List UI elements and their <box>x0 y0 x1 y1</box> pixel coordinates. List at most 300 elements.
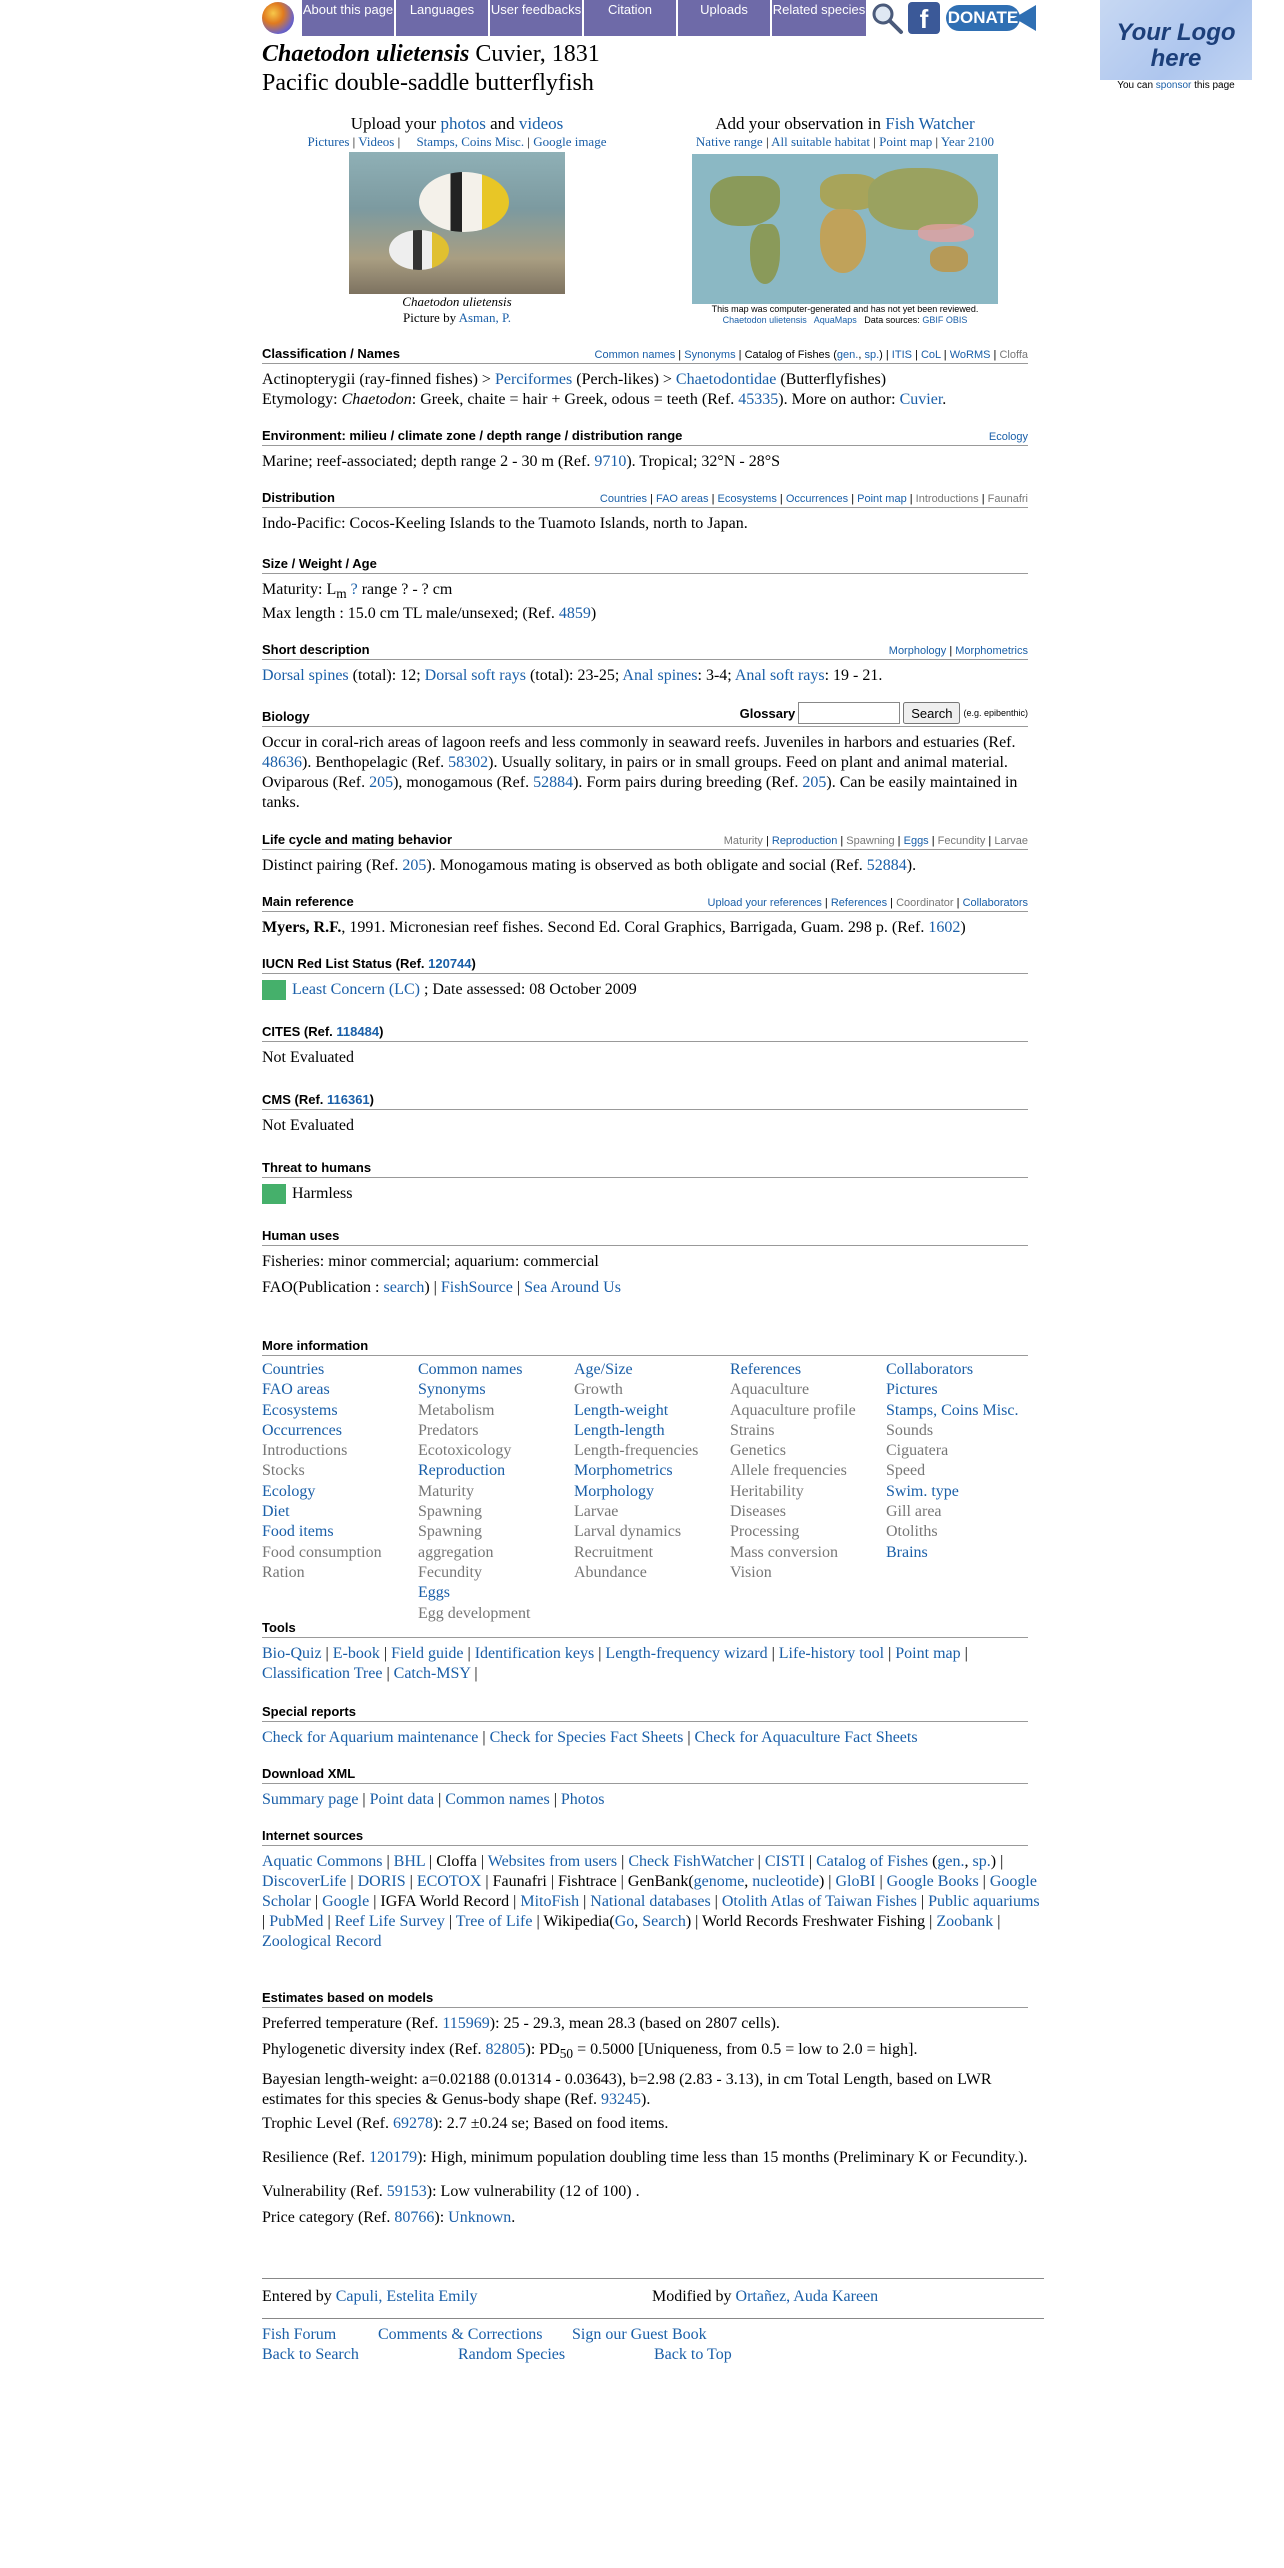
more-info-link[interactable]: Reproduction <box>418 1462 506 1480</box>
text: ): High, minimum population doubling time less than 15 months (Preliminary K or Fecundity.). <box>417 2149 1028 2167</box>
picture-by-label: Picture by <box>403 310 459 325</box>
more-info-link[interactable]: Countries <box>262 1361 325 1378</box>
more-info-link[interactable]: Synonyms <box>418 1381 486 1399</box>
cms-status: Not Evaluated <box>262 1117 354 1134</box>
fao-search-link[interactable]: search <box>383 1279 425 1296</box>
sponsor-pre: You can <box>1117 80 1156 91</box>
author-link[interactable]: Cuvier <box>899 391 943 408</box>
iucn-status-link[interactable]: Least Concern (LC) <box>292 981 420 998</box>
fisheries-line: Fisheries: minor commercial; aquarium: commercial <box>262 1253 599 1270</box>
videos-link[interactable]: Videos <box>358 134 395 149</box>
common-name: Pacific double-saddle butterflyfish <box>262 70 594 96</box>
separator-text: | <box>875 1873 887 1890</box>
internet-source-link[interactable]: DiscoverLife <box>262 1873 347 1890</box>
text: Price category (Ref. <box>262 2209 395 2227</box>
aquarium-maintenance-link[interactable]: Check for Aquarium maintenance <box>262 1729 479 1746</box>
countries-link[interactable]: Countries <box>599 493 647 505</box>
scientific-name: Chaetodon ulietensis <box>262 41 470 67</box>
upload-references-link[interactable]: Upload your references <box>707 897 822 909</box>
internet-source-link[interactable]: GloBI <box>835 1873 876 1890</box>
glossary-input[interactable] <box>798 702 900 724</box>
photographer-link[interactable]: Asman, P. <box>458 310 511 325</box>
more-info-label: Fecundity <box>418 1563 482 1581</box>
section-title: Tools <box>262 1620 296 1635</box>
upload-videos-link[interactable]: videos <box>518 114 564 133</box>
biology-section <box>262 702 1028 813</box>
cms-section <box>262 1092 1028 1136</box>
internet-source-link[interactable]: Zoobank <box>936 1913 994 1930</box>
internet-source-link[interactable]: Aquatic Commons <box>262 1853 383 1870</box>
e-book-link[interactable]: E-book <box>332 1645 380 1662</box>
fish-figure <box>389 230 449 270</box>
footer-credits <box>262 2278 1044 2307</box>
more-info-label: Heritability <box>730 1482 804 1500</box>
price-value-link[interactable]: Unknown <box>448 2209 512 2227</box>
more-info-label: Metabolism <box>418 1401 495 1419</box>
separator-text: | <box>346 1873 358 1890</box>
trophic-level <box>262 2114 1044 2134</box>
more-info-label: Larval dynamics <box>574 1523 682 1541</box>
internet-source-link[interactable]: Go <box>614 1913 635 1930</box>
internet-source-link[interactable]: Public aquariums <box>928 1893 1040 1910</box>
internet-source-link[interactable]: ECOTOX <box>416 1873 482 1890</box>
separator-text: | <box>405 1873 417 1890</box>
morphology-link[interactable]: Morphology <box>888 645 947 657</box>
section-title: CITES (Ref. <box>262 1024 337 1039</box>
stamps-link[interactable]: Stamps, Coins Misc. <box>416 134 525 149</box>
sponsor-post: this page <box>1191 80 1235 91</box>
separator-text: , <box>964 1853 973 1870</box>
text: Occur in coral-rich areas of lagoon reefs and less commonly in seaward reefs. Juveniles in harbors and estuaries (Ref. <box>262 734 1016 751</box>
max-length-text: Max length : 15.0 cm TL male/unsexed; (Ref. <box>262 605 559 623</box>
search-icon[interactable] <box>870 1 904 35</box>
close-paren: ) <box>379 1024 384 1039</box>
max-length-line <box>262 604 1028 624</box>
modified-by-link[interactable]: Ortañez, Auda Kareen <box>735 2288 879 2305</box>
classification-tree-link[interactable]: Classification Tree <box>262 1665 383 1682</box>
sponsor-logo-placeholder[interactable] <box>1100 0 1252 80</box>
internet-source-link[interactable]: genome <box>693 1873 745 1890</box>
dorsal-soft-rays-link[interactable]: Dorsal soft rays <box>424 667 526 684</box>
more-info-label: Recruitment <box>574 1543 654 1561</box>
more-info-link[interactable]: Collaborators <box>886 1361 974 1378</box>
more-info-label: Food consumption <box>262 1543 382 1561</box>
value: : 19 - 21. <box>824 667 883 684</box>
biology-text <box>262 733 1028 813</box>
and-text: and <box>485 114 519 133</box>
section-title: CMS (Ref. <box>262 1092 327 1107</box>
back-to-top-link[interactable]: Back to Top <box>654 2346 732 2363</box>
more-info-link[interactable]: Occurrences <box>262 1421 342 1439</box>
glossary-search-button[interactable]: Search <box>903 702 960 724</box>
point-data-link[interactable]: Point data <box>369 1791 435 1808</box>
gbif-link[interactable]: GBIF <box>922 315 944 325</box>
text: ). <box>641 2091 651 2109</box>
human-uses-section <box>262 1228 1028 1298</box>
internet-source-link[interactable]: Zoological Record <box>262 1933 382 1950</box>
suitable-habitat-link[interactable]: All suitable habitat <box>771 134 871 149</box>
eggs-link[interactable]: Eggs <box>903 835 929 847</box>
tab-languages[interactable]: Languages <box>396 0 490 36</box>
pd-sub: 50 <box>559 2046 574 2062</box>
footer-links <box>262 2318 1044 2365</box>
glossary-example: (e.g. epibenthic) <box>963 708 1028 718</box>
ref-link[interactable]: 52884 <box>866 857 907 874</box>
ref-link[interactable]: 205 <box>369 774 394 791</box>
text: ): 25 - 29.3, mean 28.3 (based on 2807 cells). <box>489 2015 780 2032</box>
ref-link[interactable]: 52884 <box>533 774 574 791</box>
facebook-icon[interactable]: f <box>908 2 940 34</box>
separator-text: | <box>916 1893 929 1910</box>
separator-text: | Cloffa | <box>425 1853 488 1870</box>
more-info-link[interactable]: Brains <box>886 1543 928 1561</box>
section-title: Special reports <box>262 1704 356 1719</box>
label: Entered by <box>262 2288 336 2305</box>
more-info-link[interactable]: Age/Size <box>574 1361 633 1378</box>
catalog-close: ) <box>879 349 883 361</box>
section-title: Classification / Names <box>262 346 400 361</box>
distribution-section: Distribution Countries | FAO areas | Ecosystems | Occurrences | Point map | Introductions | Faunafri Indo-Pacific: Cocos-Keeling Islands to the Tuamoto Islands, north to Japan. <box>262 490 1028 532</box>
native-range-link[interactable]: Native range <box>695 134 763 149</box>
point-map-link[interactable]: Point map <box>895 1645 961 1662</box>
estimates-section <box>262 1990 1044 2228</box>
internet-source-link[interactable]: gen. <box>937 1853 965 1870</box>
etym-genus: Chaetodon <box>341 391 412 408</box>
point-map-link[interactable]: Point map <box>857 493 907 505</box>
ref-link[interactable]: 58302 <box>448 754 489 771</box>
more-info-column <box>262 1360 418 1624</box>
text: ). <box>906 857 917 874</box>
section-title: Estimates based on models <box>262 1990 434 2005</box>
text: ), monogamous (Ref. <box>393 774 534 791</box>
itis-link[interactable]: ITIS <box>891 349 912 361</box>
more-info-link[interactable]: Diet <box>262 1503 290 1521</box>
maturity-line <box>262 580 1028 604</box>
internet-source-link[interactable]: DORIS <box>357 1873 406 1890</box>
ecosystems-link[interactable]: Ecosystems <box>717 493 777 505</box>
section-title: Biology <box>262 709 310 724</box>
dorsal-spines-link[interactable]: Dorsal spines <box>262 667 349 684</box>
separator-text: | Faunafri | Fishtrace | GenBank( <box>481 1873 694 1890</box>
order-common: (Perch-likes) > <box>572 371 676 388</box>
separator-text: | IGFA World Record | <box>369 1893 521 1910</box>
more-info-link[interactable]: Morphology <box>574 1482 654 1500</box>
environment-section <box>262 428 1028 472</box>
fishbase-globe-logo[interactable] <box>262 2 294 34</box>
internet-source-link[interactable]: sp. <box>972 1853 991 1870</box>
vulnerability <box>262 2182 1044 2202</box>
entered-by-link[interactable]: Capuli, Estelita Emily <box>335 2288 478 2305</box>
fish-figure <box>419 172 509 232</box>
text: ). Monogamous mating is observed as both obligate and social (Ref. <box>426 857 867 874</box>
internet-source-link[interactable]: Search <box>642 1913 686 1930</box>
value: : 3-4; <box>697 667 735 684</box>
separator-text: , <box>634 1913 643 1930</box>
distribution-text: Indo-Pacific: Cocos-Keeling Islands to the Tuamoto Islands, north to Japan. <box>262 515 748 532</box>
close-paren: ) <box>960 919 966 936</box>
catalog-gen-link[interactable]: gen. <box>836 349 859 361</box>
obis-link[interactable]: OBIS <box>945 315 968 325</box>
more-info-link[interactable]: Length-weight <box>574 1401 669 1419</box>
donate-label: DONATE <box>946 5 1020 31</box>
tab-citation[interactable]: Citation <box>584 0 678 36</box>
catalog-sp-link[interactable]: sp. <box>864 349 880 361</box>
col-link[interactable]: CoL <box>920 349 941 361</box>
common-names-link[interactable]: Common names <box>594 349 676 361</box>
more-info-label: Ecotoxicology <box>418 1442 512 1460</box>
life-cycle-section: Life cycle and mating behavior Maturity | Reproduction | Spawning | Eggs | Fecundity | Larvae Distinct pairing (Ref. 205). Monogamous mating is observed as both obligate and social (Ref. 52884). <box>262 832 1028 874</box>
internet-source-link[interactable]: Tree of Life <box>455 1913 533 1930</box>
ref-link[interactable]: 48636 <box>262 754 302 771</box>
more-info-link[interactable]: Food items <box>262 1523 334 1541</box>
modified-by <box>652 2287 878 2307</box>
guest-book-link[interactable]: Sign our Guest Book <box>572 2326 707 2343</box>
photos-link[interactable]: Photos <box>560 1791 605 1808</box>
more-info-label: Length-frequencies <box>574 1442 699 1460</box>
more-info-label: Sounds <box>886 1421 934 1439</box>
ref-link[interactable]: 116361 <box>327 1092 370 1107</box>
text: = 0.5000 [Uniqueness, from 0.5 = low to 2.0 = high]. <box>573 2041 918 2058</box>
species-photo[interactable] <box>349 152 565 294</box>
separator-text: | <box>323 1913 335 1930</box>
separator-text: | <box>753 1853 765 1870</box>
ref-link[interactable]: 80766 <box>394 2209 435 2227</box>
text: ). Can be easily maintained in tanks. <box>262 774 1018 811</box>
more-info-label: Abundance <box>574 1563 647 1581</box>
period: . <box>511 2209 516 2227</box>
maturity-label: Maturity <box>723 835 763 847</box>
tab-related-species[interactable]: Related species <box>772 0 866 36</box>
special-reports-section: Special reports Check for Aquarium maintenance | Check for Species Fact Sheets | Check for Aquaculture Fact Sheets <box>262 1704 1044 1748</box>
more-info-label: Stocks <box>262 1462 305 1480</box>
more-info-link[interactable]: FAO areas <box>262 1381 330 1399</box>
etymology-line <box>262 390 1028 410</box>
more-info-label: Mass conversion <box>730 1543 838 1561</box>
fish-forum-link[interactable]: Fish Forum <box>262 2326 337 2343</box>
tab-user-feedbacks[interactable]: User feedbacks <box>490 0 584 36</box>
taxon-class: Actinopterygii (ray-finned fishes) > <box>262 371 495 388</box>
order-link[interactable]: Perciformes <box>494 371 573 388</box>
internet-source-link[interactable]: MitoFish <box>520 1893 580 1910</box>
close-paren: ) <box>369 1092 375 1107</box>
entered-by <box>262 2287 652 2307</box>
reference-text <box>262 918 1028 938</box>
catalog-label: Catalog of Fishes ( <box>744 349 837 361</box>
tab-about[interactable]: About this page <box>302 0 396 36</box>
more-info-link[interactable]: Common names <box>418 1361 523 1378</box>
separator-text: ) | <box>818 1873 836 1890</box>
separator: | <box>512 1279 525 1296</box>
internet-source-link[interactable]: Google Books <box>886 1873 979 1890</box>
more-info-column <box>574 1360 730 1624</box>
section-title: Internet sources <box>262 1828 364 1843</box>
separator-text: | <box>617 1853 629 1870</box>
species-fact-sheets-link[interactable]: Check for Species Fact Sheets <box>489 1729 684 1746</box>
more-info-link[interactable]: Ecosystems <box>262 1401 338 1419</box>
separator-text: ) | World Records Freshwater Fishing | <box>685 1913 937 1930</box>
ref-link[interactable]: 82805 <box>485 2041 526 2058</box>
top-nav <box>262 0 1042 36</box>
worms-link[interactable]: WoRMS <box>949 349 991 361</box>
species-title <box>262 40 600 98</box>
year-2100-link[interactable]: Year 2100 <box>940 134 995 149</box>
iucn-section <box>262 956 1028 1000</box>
common-names-link[interactable]: Common names <box>445 1791 550 1808</box>
summary-page-link[interactable]: Summary page <box>262 1791 359 1808</box>
etym-author-label: ). More on author: <box>778 391 900 408</box>
internet-source-link[interactable]: Reef Life Survey <box>334 1913 445 1930</box>
internet-source-link[interactable]: CISTI <box>764 1853 805 1870</box>
separator-text: | <box>710 1893 722 1910</box>
text: ). Form pairs during breeding (Ref. <box>573 774 803 791</box>
internet-source-link[interactable]: National databases <box>590 1893 711 1910</box>
ref-link[interactable]: 120744 <box>428 956 472 971</box>
more-info-label: Strains <box>730 1421 775 1439</box>
more-info-label: Larvae <box>574 1503 619 1521</box>
aquamaps-link[interactable]: AquaMaps <box>813 315 857 325</box>
section-title: Life cycle and mating behavior <box>262 832 452 847</box>
pictures-link[interactable]: Pictures <box>307 134 350 149</box>
text: Resilience (Ref. <box>262 2149 370 2167</box>
ecology-link[interactable]: Ecology <box>988 431 1028 443</box>
more-info-link[interactable]: References <box>730 1361 802 1378</box>
separator-text: | Wikipedia( <box>532 1913 615 1930</box>
identification-keys-link[interactable]: Identification keys <box>474 1645 595 1662</box>
more-info-link[interactable]: Ecology <box>262 1482 316 1500</box>
ref-link[interactable]: 69278 <box>392 2115 433 2133</box>
ref-link[interactable]: 205 <box>402 857 427 874</box>
internet-source-link[interactable]: PubMed <box>269 1913 324 1930</box>
env-post: ). Tropical; 32°N - 28°S <box>626 453 781 470</box>
more-info-label: Ration <box>262 1563 305 1581</box>
observation-text: Add your observation in <box>715 114 886 133</box>
more-info-column <box>886 1360 1042 1624</box>
internet-source-link[interactable]: Websites from users <box>487 1853 618 1870</box>
occurrences-link[interactable]: Occurrences <box>785 493 849 505</box>
random-species-link[interactable]: Random Species <box>458 2346 566 2363</box>
fao-areas-link[interactable]: FAO areas <box>655 493 709 505</box>
section-title: Environment: milieu / climate zone / depth range / distribution range <box>262 428 683 443</box>
ref-link[interactable]: 9710 <box>594 453 627 470</box>
internet-source-link[interactable]: Otolith Atlas of Taiwan Fishes <box>721 1893 917 1910</box>
maturity-range: range ? - ? cm <box>357 581 453 598</box>
more-information-section <box>262 1338 1028 1624</box>
upload-photos-link[interactable]: photos <box>440 114 486 133</box>
period: . <box>942 391 947 408</box>
environment-text <box>262 452 1028 472</box>
section-title: More information <box>262 1338 369 1353</box>
text: Trophic Level (Ref. <box>262 2115 393 2133</box>
taxonomy-line <box>262 370 1028 390</box>
tab-uploads[interactable]: Uploads <box>678 0 772 36</box>
internet-source-link[interactable]: Google Scholar <box>262 1873 1037 1910</box>
date-assessed: ; Date assessed: 08 October 2009 <box>419 981 637 998</box>
sponsor-link[interactable]: sponsor <box>1155 80 1192 91</box>
aquaculture-fact-sheets-link[interactable]: Check for Aquaculture Fact Sheets <box>694 1729 918 1746</box>
close-paren: ) <box>590 605 597 623</box>
length-frequency-wizard-link[interactable]: Length-frequency wizard <box>605 1645 768 1662</box>
section-title: Size / Weight / Age <box>262 556 377 571</box>
more-info-link[interactable]: Swim. type <box>886 1482 959 1500</box>
fishsource-link[interactable]: FishSource <box>440 1279 513 1296</box>
spawning-label: Spawning <box>846 835 895 847</box>
point-map-link[interactable]: Point map <box>879 134 933 149</box>
ref-link[interactable]: 118484 <box>336 1024 380 1039</box>
text: Bayesian length-weight: a=0.02188 (0.01314 - 0.03643), b=2.98 (2.83 - 3.13), in cm Total Length, based on LWR estimates for this species & Genus-body shape (Ref. <box>262 2071 992 2109</box>
life-history-tool-link[interactable]: Life-history tool <box>778 1645 885 1662</box>
bio-quiz-link[interactable]: Bio-Quiz <box>262 1645 322 1662</box>
ref-link[interactable]: 93245 <box>601 2091 642 2109</box>
ref-link[interactable]: 120179 <box>369 2149 418 2167</box>
family-link[interactable]: Chaetodontidae <box>675 371 777 388</box>
ref-link[interactable]: 205 <box>802 774 827 791</box>
catch-msy-link[interactable]: Catch-MSY <box>393 1665 471 1682</box>
back-to-search-link[interactable]: Back to Search <box>262 2346 359 2363</box>
more-info-link[interactable]: Stamps, Coins Misc. <box>886 1401 1019 1419</box>
fish-watcher-link[interactable]: Fish Watcher <box>885 114 975 133</box>
more-info-label: Otoliths <box>886 1523 938 1541</box>
ref-link[interactable]: 45335 <box>738 391 779 408</box>
sponsor-note <box>1100 80 1252 91</box>
more-info-label: aggregation <box>418 1543 494 1561</box>
sea-around-us-link[interactable]: Sea Around Us <box>524 1279 621 1296</box>
more-info-link[interactable]: Morphometrics <box>574 1462 673 1480</box>
internet-source-link[interactable]: nucleotide <box>752 1873 819 1890</box>
env-pre: Marine; reef-associated; depth range 2 - 30 m (Ref. <box>262 453 595 470</box>
text: ): Low vulnerability (12 of 100) . <box>426 2183 640 2201</box>
ref-link[interactable]: 115969 <box>442 2015 490 2032</box>
internet-sources-list <box>262 1852 1044 1952</box>
references-link[interactable]: References <box>830 897 888 909</box>
size-section <box>262 556 1028 624</box>
internet-source-link[interactable]: Catalog of Fishes <box>816 1853 929 1870</box>
more-info-label: Allele frequencies <box>730 1462 847 1480</box>
anal-spines-link[interactable]: Anal spines <box>622 667 698 684</box>
fao-label: FAO(Publication : <box>262 1279 384 1296</box>
morphometrics-link[interactable]: Morphometrics <box>955 645 1028 657</box>
donate-button[interactable] <box>944 1 1036 35</box>
google-image-link[interactable]: Google image <box>533 134 607 149</box>
more-info-link[interactable]: Eggs <box>418 1584 450 1602</box>
ref-link[interactable]: 4859 <box>558 605 591 623</box>
more-info-label: Genetics <box>730 1442 786 1460</box>
etym-label: Etymology: <box>262 391 342 408</box>
reproduction-link[interactable]: Reproduction <box>771 835 838 847</box>
comments-corrections-link[interactable]: Comments & Corrections <box>378 2326 543 2343</box>
internet-source-link[interactable]: Google <box>322 1893 370 1910</box>
ref-link[interactable]: 1602 <box>928 919 961 936</box>
more-info-link[interactable]: Length-length <box>574 1421 665 1439</box>
short-description-section: Short description Morphology | Morphometrics Dorsal spines (total): 12; Dorsal soft rays (total): 23-25; Anal spines: 3-4; Anal soft rays: 19 - 21. <box>262 642 1028 684</box>
distribution-map[interactable] <box>692 154 998 304</box>
ref-link[interactable]: 59153 <box>386 2183 427 2201</box>
maturity-link[interactable]: ? <box>346 581 358 598</box>
more-information-grid <box>262 1360 1028 1624</box>
map-species-link[interactable]: Chaetodon ulietensis <box>722 315 807 325</box>
synonyms-link[interactable]: Synonyms <box>684 349 736 361</box>
separator-text: | <box>262 1913 270 1930</box>
field-guide-link[interactable]: Field guide <box>391 1645 464 1662</box>
text: , 1991. Micronesian reef fishes. Second Ed. Coral Graphics, Barrigada, Guam. 298 p. (Ref. <box>341 919 929 936</box>
separator-text: | <box>993 1913 1001 1930</box>
more-info-link[interactable]: Pictures <box>886 1381 938 1399</box>
internet-source-link[interactable]: Check FishWatcher <box>628 1853 754 1870</box>
fish-tail-icon <box>1014 5 1036 31</box>
collaborators-link[interactable]: Collaborators <box>962 897 1028 909</box>
anal-soft-rays-link[interactable]: Anal soft rays <box>734 667 825 684</box>
internet-source-link[interactable]: BHL <box>393 1853 426 1870</box>
price-category <box>262 2208 1044 2228</box>
